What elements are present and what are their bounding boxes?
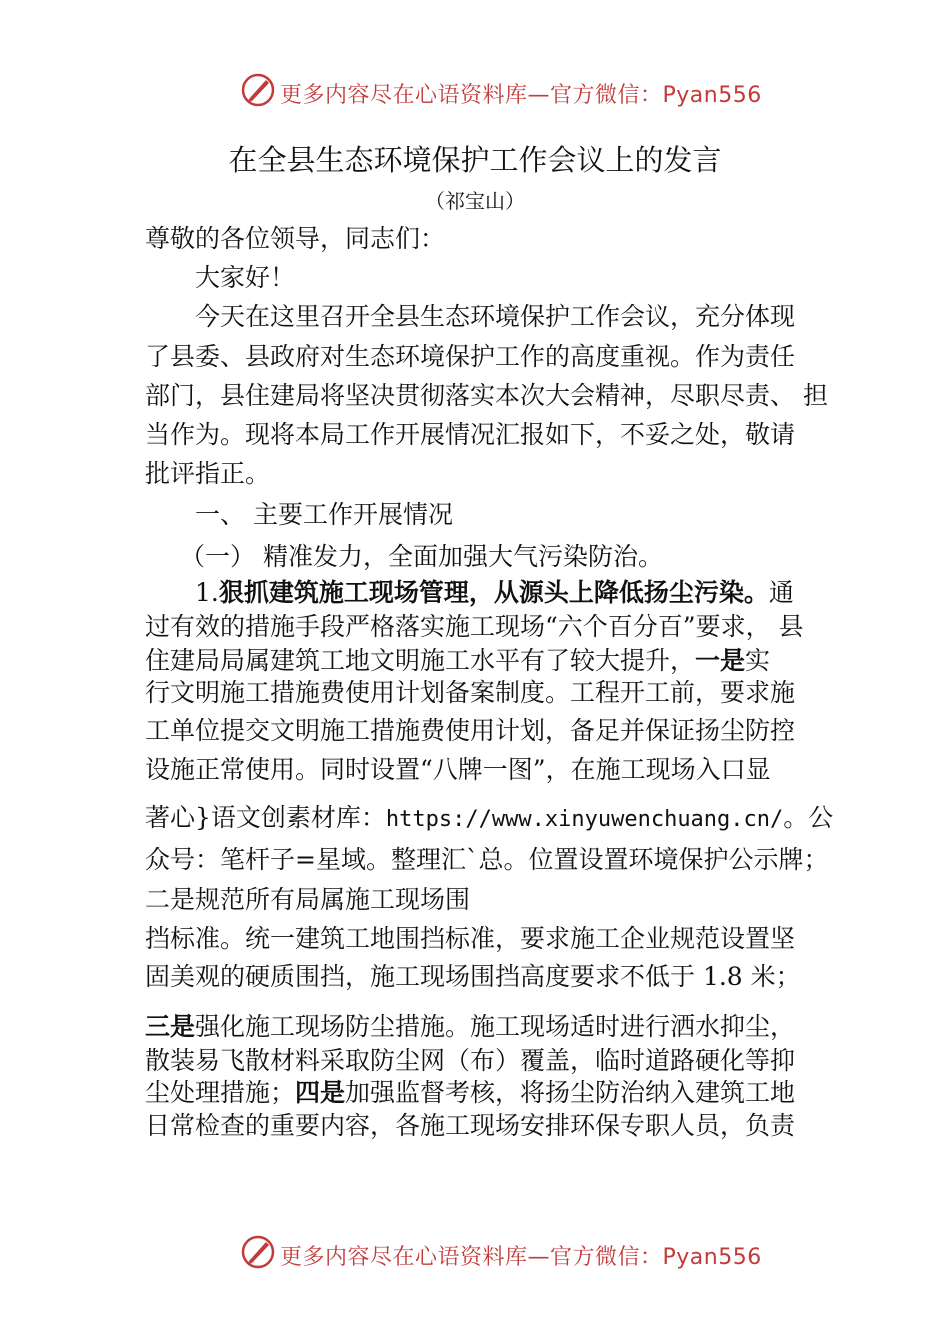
item-line-1-tail: 通 [768,578,794,607]
salutation: 尊敬的各位领导，同志们： [145,224,446,253]
item-line-1 [195,578,794,608]
point-four-label: 四是 [295,1078,346,1107]
item-line-5: 工单位提交文明施工措施费使用计划，备足并保证扬尘防控 [145,716,796,745]
item-line-10: 挡标准。统一建筑工地围挡标准，要求施工企业规范设置坚 [145,924,796,953]
section-heading: 一、 主要工作开展情况 [195,500,453,529]
item-line-11: 固美观的硬质围挡，施工现场围挡高度要求不低于 1.8 米； [145,962,801,991]
item-line-8: 众号：笔杆子=星域。整理汇`总。位置设置环境保护公示牌； [145,845,829,874]
watermark-text: 更多内容尽在心语资料库—官方微信：Pyan556 [280,83,762,108]
pen-logo-icon [240,1234,276,1270]
item-line-3-tail: 实 [745,646,771,675]
intro-line-5: 批评指正。 [145,459,271,488]
item-line-14-tail: 加强监督考核，将扬尘防治纳入建筑工地 [345,1078,796,1107]
item-line-7-text: 著心}语文创素材库： [145,803,386,832]
item-line-15: 日常检查的重要内容，各施工现场安排环保专职人员，负责 [145,1111,796,1140]
pen-logo-icon [240,72,276,108]
item-line-14-text: 尘处理措施； [145,1078,296,1107]
watermark-footer [0,1232,950,1276]
intro-line-3: 部门，县住建局将坚决贯彻落实本次大会精神，尽职尽责、 担 [145,381,828,410]
item-line-12-text: 强化施工现场防尘措施。施工现场适时进行洒水抑尘， [195,1012,796,1041]
greeting: 大家好！ [195,263,296,292]
intro-line-4: 当作为。现将本局工作开展情况汇报如下，不妥之处，敬请 [145,420,796,449]
item-line-14 [145,1078,795,1108]
item-line-9: 二是规范所有局属施工现场围 [145,885,471,914]
item-line-4: 行文明施工措施费使用计划备案制度。工程开工前，要求施 [145,678,796,707]
item-line-3 [145,646,770,676]
point-one-label: 一是 [695,646,746,675]
website-url: https://www.xinyuwenchuang.cn/ [385,807,784,832]
item-line-7 [145,803,833,835]
item-bold-heading: 狠抓建筑施工现场管理，从源头上降低扬尘污染。 [218,578,769,607]
intro-line-1: 今天在这里召开全县生态环境保护工作会议，充分体现 [195,302,796,331]
watermark-text: 更多内容尽在心语资料库—官方微信：Pyan556 [280,1245,762,1270]
item-line-13: 散装易飞散材料采取防尘网（布）覆盖，临时道路硬化等抑 [145,1046,796,1075]
item-line-3-text: 住建局局属建筑工地文明施工水平有了较大提升， [145,646,696,675]
point-three-label: 三是 [145,1012,196,1041]
document-author: （祁宝山） [425,189,525,213]
item-line-6: 设施正常使用。同时设置“八牌一图”，在施工现场入口显 [145,755,771,784]
item-line-7-tail: 。公 [783,803,834,832]
item-number: 1. [195,578,219,607]
watermark-header [0,70,950,114]
item-line-2: 过有效的措施手段严格落实施工现场“六个百分百”要求， 县 [145,612,804,641]
subsection-heading: （一） 精准发力，全面加强大气污染防治。 [180,542,663,571]
intro-line-2: 了县委、县政府对生态环境保护工作的高度重视。作为责任 [145,342,796,371]
item-line-12 [145,1012,795,1042]
document-title: 在全县生态环境保护工作会议上的发言 [228,143,722,177]
